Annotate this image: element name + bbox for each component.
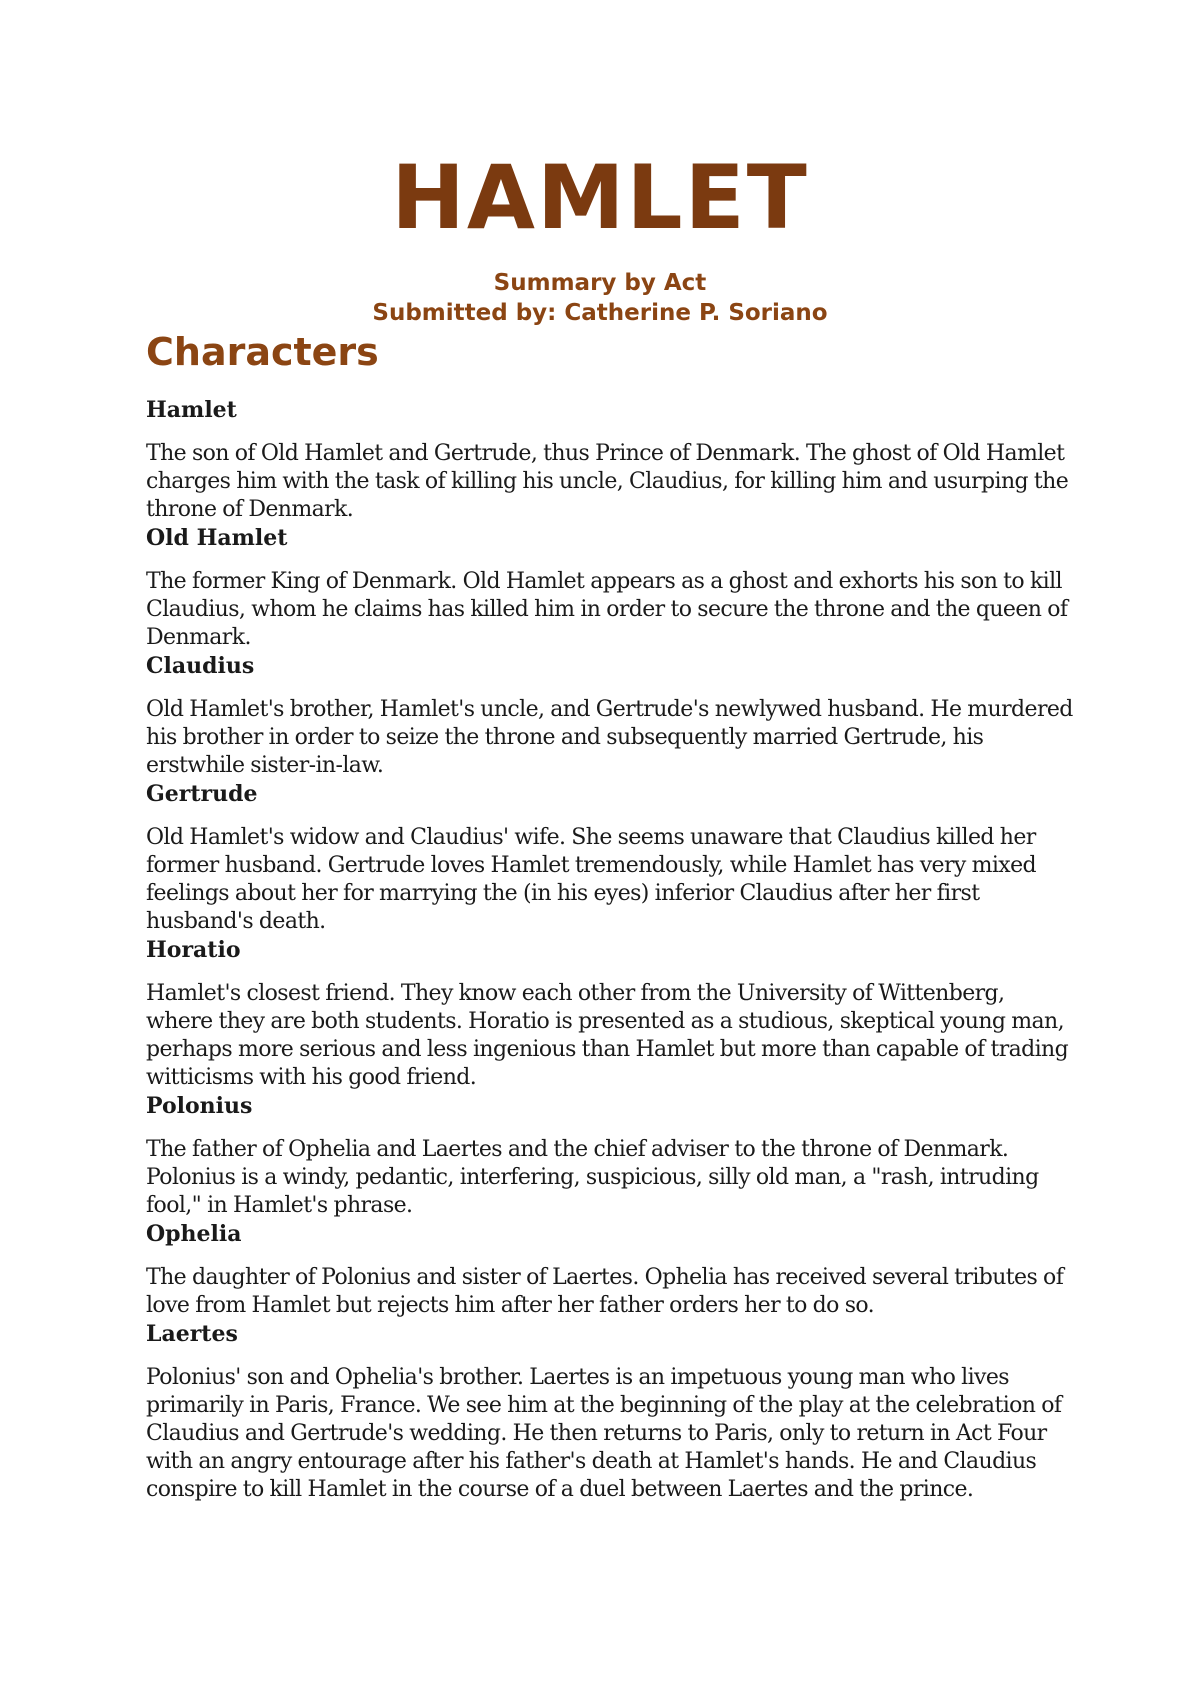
document-subtitle: Summary by Act — [493, 270, 707, 296]
character-entry — [146, 936, 1076, 1092]
character-description: The daughter of Polonius and sister of Laertes. Ophelia has received several tributes of love from Hamlet but rejects him after her father orders her to do so. — [146, 1265, 1064, 1318]
character-description: Old Hamlet's brother, Hamlet's uncle, and Gertrude's newlywed husband. He murdered his brother in order to seize the throne and subsequently married Gertrude, his erstwhile sister-in-law. — [146, 697, 1073, 778]
character-description: Old Hamlet's widow and Claudius' wife. She seems unaware that Claudius killed her former husband. Gertrude loves Hamlet tremendously, while Hamlet has very mixed feelings about her for marrying the (in his eyes) inferior Claudius after her first husband's death. — [146, 825, 1037, 934]
character-name: Laertes — [146, 1321, 238, 1347]
character-entry — [146, 1092, 1076, 1220]
document-title: HAMLET — [391, 146, 809, 249]
character-name: Horatio — [146, 937, 241, 963]
section-heading-characters: Characters — [146, 330, 379, 374]
character-name: Polonius — [146, 1093, 253, 1119]
character-entry — [146, 780, 1076, 936]
character-entry — [146, 1320, 1076, 1504]
character-name: Gertrude — [146, 781, 258, 807]
character-name: Hamlet — [146, 397, 237, 423]
character-name: Claudius — [146, 653, 255, 679]
character-description: Polonius' son and Ophelia's brother. Laertes is an impetuous young man who lives primarily in Paris, France. We see him at the beginning of the play at the celebration of Claudius and Gertrude's wedding. He then returns to Paris, only to return in Act Four with an angry entourage after his father's death at Hamlet's hands. He and Claudius conspire to kill Hamlet in the course of a duel between Laertes and the prince. — [146, 1365, 1062, 1502]
character-list — [146, 396, 1076, 1504]
character-description: The former King of Denmark. Old Hamlet appears as a ghost and exhorts his son to kill Claudius, whom he claims has killed him in order to secure the throne and the queen of Denmark. — [146, 569, 1068, 650]
character-name: Ophelia — [146, 1221, 242, 1247]
character-entry — [146, 1220, 1076, 1320]
character-entry — [146, 524, 1076, 652]
character-entry — [146, 652, 1076, 780]
character-entry — [146, 396, 1076, 524]
character-description: The father of Ophelia and Laertes and the chief adviser to the throne of Denmark. Polonius is a windy, pedantic, interfering, suspicious, silly old man, a "rash, intruding fool," in Hamlet's phrase. — [146, 1137, 1039, 1218]
character-description: The son of Old Hamlet and Gertrude, thus Prince of Denmark. The ghost of Old Hamlet charges him with the task of killing his uncle, Claudius, for killing him and usurping the throne of Denmark. — [146, 441, 1069, 522]
document-byline: Submitted by: Catherine P. Soriano — [372, 300, 828, 326]
character-description: Hamlet's closest friend. They know each other from the University of Wittenberg, where they are both students. Horatio is presented as a studious, skeptical young man, perhaps more serious and less ingenious than Hamlet but more than capable of trading witticisms with his good friend. — [146, 981, 1069, 1090]
character-name: Old Hamlet — [146, 525, 288, 551]
